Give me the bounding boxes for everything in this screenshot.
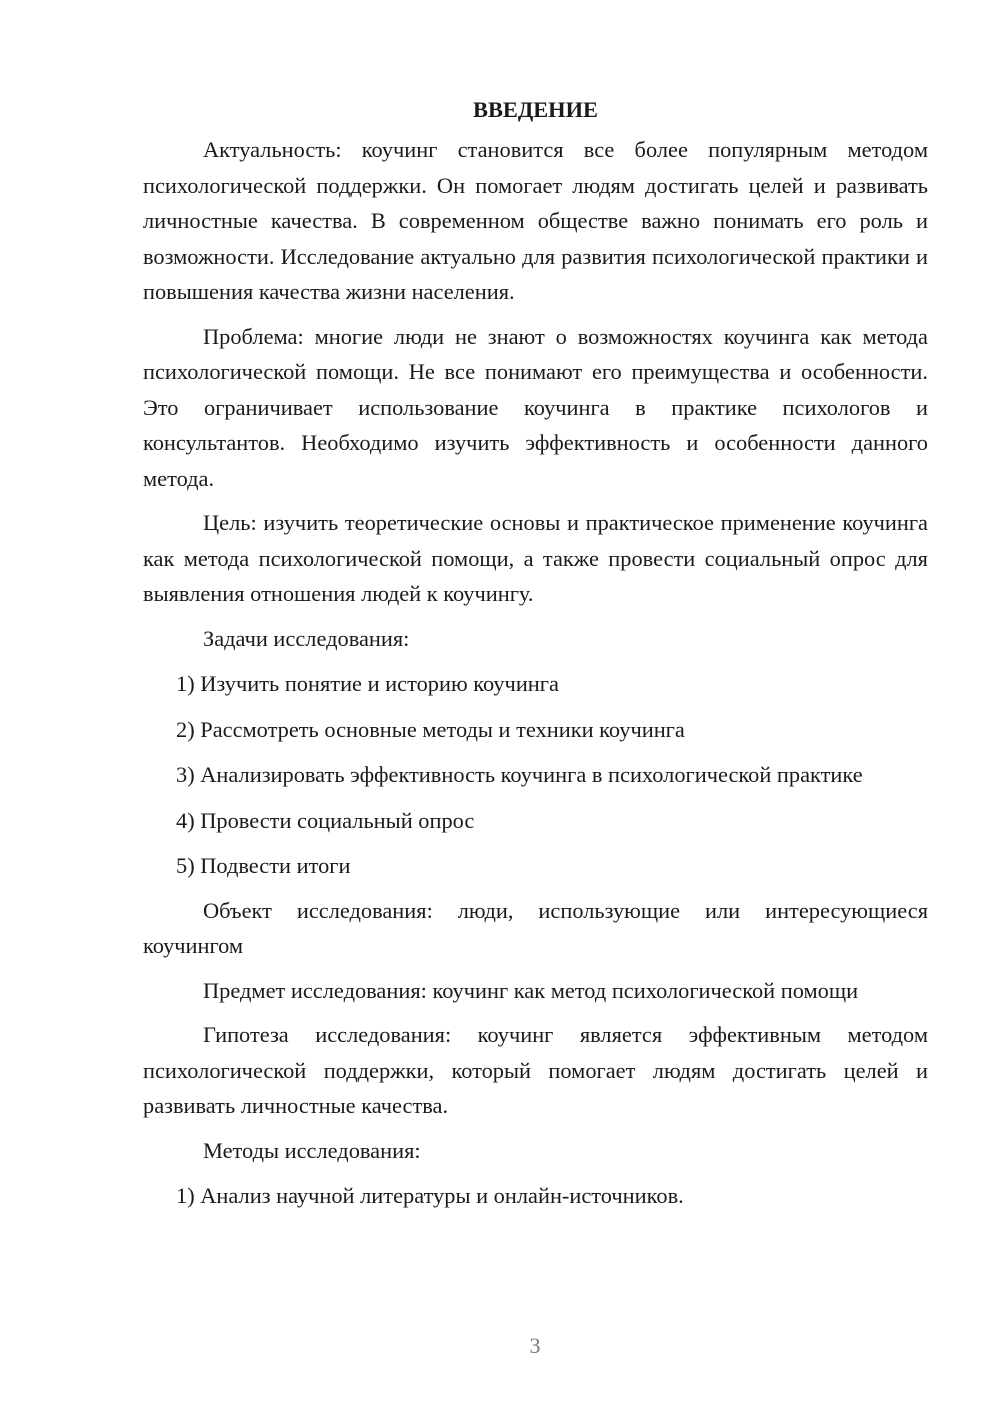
task-item-2: 2) Рассмотреть основные методы и техники коучинга: [176, 716, 685, 742]
methods-heading: Методы исследования:: [203, 1137, 421, 1163]
paragraph-hypothesis: Гипотеза исследования: коучинг является эффективным методом психологической поддержки, который помогает людям достигать целей и развивать личностные качества.: [143, 1022, 928, 1118]
paragraph-object: Объект исследования: люди, использующие или интересующиеся коучингом: [143, 897, 928, 958]
tasks-heading: Задачи исследования:: [203, 625, 410, 651]
section-title: ВВЕДЕНИЕ: [473, 97, 598, 122]
paragraph-goal: Цель: изучить теоретические основы и практическое применение коучинга как метода психологической помощи, а также провести социальный опрос для выявления отношения людей к коучингу.: [143, 510, 928, 606]
paragraph-problem: Проблема: многие люди не знают о возможностях коучинга как метода психологической помощи. Не все понимают его преимущества и особенности. Это ограничивает использование коучинга в практике психологов и консультантов. Необходимо изучить эффективность и особенности данного метода.: [143, 323, 928, 491]
page-content: [143, 92, 928, 1214]
paragraph-relevance: Актуальность: коучинг становится все более популярным методом психологической поддержки. Он помогает людям достигать целей и развивать личностные качества. В современном обществе важно понимать его роль и возможности. Исследование актуально для развития психологической практики и повышения качества жизни населения.: [143, 137, 928, 304]
paragraph-subject: Предмет исследования: коучинг как метод психологической помощи: [203, 977, 859, 1003]
method-item-1: 1) Анализ научной литературы и онлайн-источников.: [176, 1183, 684, 1208]
page-number: 3: [529, 1333, 541, 1358]
task-item-3: 3) Анализировать эффективность коучинга в психологической практике: [176, 762, 863, 787]
task-item-5: 5) Подвести итоги: [176, 853, 351, 878]
task-item-1: 1) Изучить понятие и историю коучинга: [176, 671, 559, 696]
task-item-4: 4) Провести социальный опрос: [176, 807, 475, 833]
